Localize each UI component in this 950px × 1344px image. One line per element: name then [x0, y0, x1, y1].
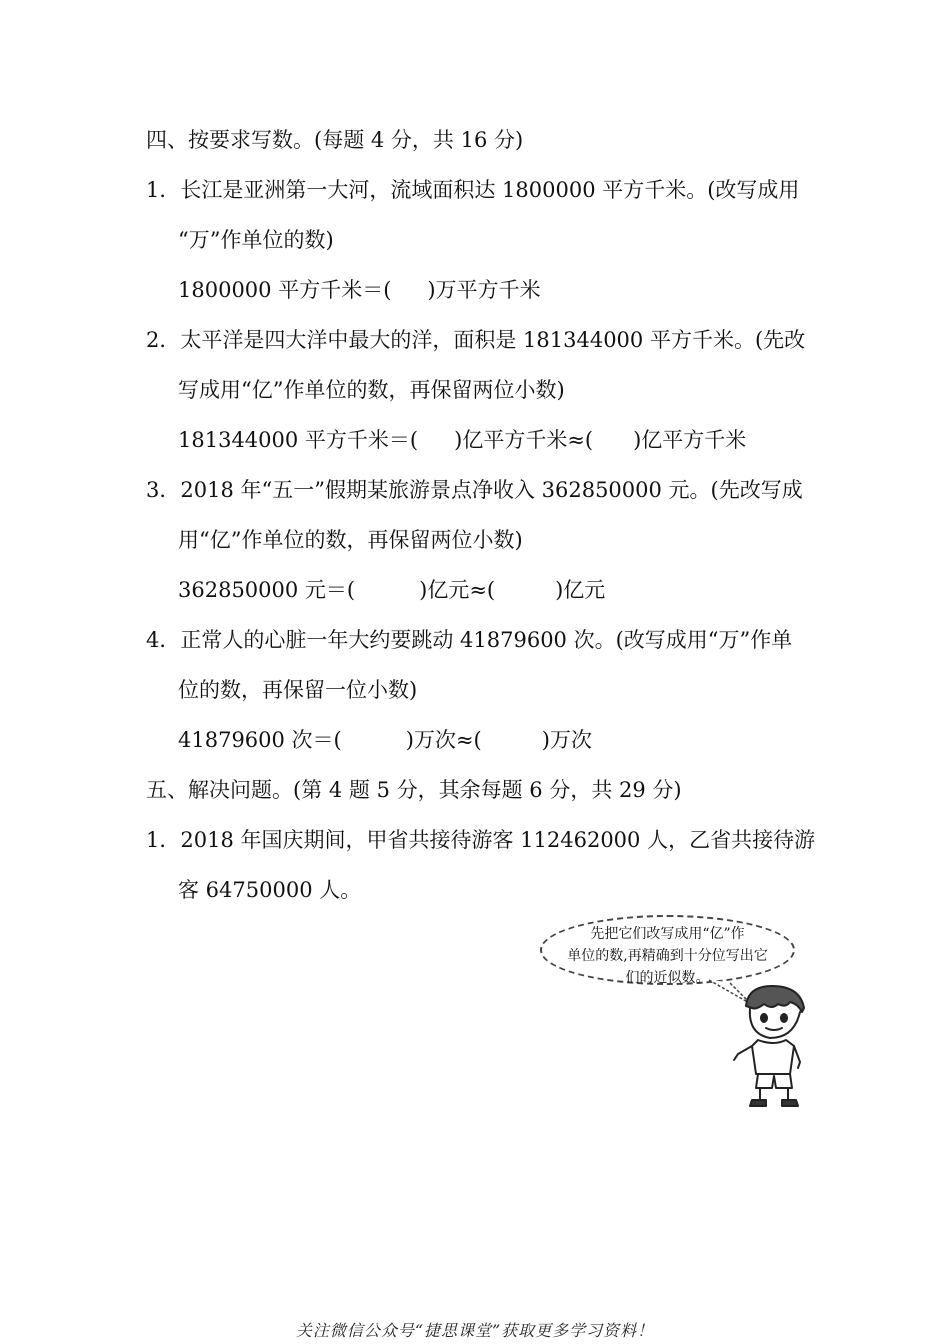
section5-title: 五、解决问题。(第 4 题 5 分，其余每题 6 分，共 29 分)	[146, 778, 682, 802]
q2-answer	[178, 426, 858, 454]
q1-answer-b: )万平方千米	[427, 278, 541, 302]
hint-line-2: 单位的数,再精确到十分位写出它	[567, 948, 768, 964]
q2-answer-b: )亿平方千米≈(	[454, 428, 594, 452]
footer-watermark: 关注微信公众号“捷思课堂”获取更多学习资料！	[295, 1321, 655, 1340]
q1-line1: 1．长江是亚洲第一大河，流域面积达 1800000 平方千米。(改写成用	[146, 178, 800, 202]
q2-answer-c: )亿平方千米	[633, 428, 747, 452]
hint-line-3: 们的近似数。	[625, 970, 710, 986]
q3-answer-c: )亿元	[555, 578, 606, 602]
s5-q1-line2: 客 64750000 人。	[178, 878, 362, 902]
q1-line2: “万”作单位的数)	[178, 228, 334, 252]
q3-answer-b: )亿元≈(	[419, 578, 496, 602]
q2-answer-a: 181344000 平方千米＝(	[178, 428, 419, 452]
q4-answer	[178, 726, 858, 754]
q4-answer-c: )万次	[541, 728, 592, 752]
q4-answer-b: )万次≈(	[405, 728, 482, 752]
q3-line2: 用“亿”作单位的数，再保留两位小数)	[178, 528, 523, 552]
q2-line2: 写成用“亿”作单位的数，再保留两位小数)	[178, 378, 565, 402]
hint-speech-bubble	[540, 915, 795, 985]
cartoon-boy-illustration	[728, 982, 814, 1110]
s5-q1-line1: 1．2018 年国庆期间，甲省共接待游客 112462000 人，乙省共接待游	[146, 828, 816, 852]
q2-line1: 2．太平洋是四大洋中最大的洋，面积是 181344000 平方千米。(先改	[146, 328, 806, 352]
q1-answer	[178, 276, 858, 304]
q4-answer-a: 41879600 次＝(	[178, 728, 342, 752]
q4-line1: 4．正常人的心脏一年大约要跳动 41879600 次。(改写成用“万”作单	[146, 628, 793, 652]
q1-answer-a: 1800000 平方千米＝(	[178, 278, 392, 302]
q4-line2: 位的数，再保留一位小数)	[178, 678, 418, 702]
section4-title: 四、按要求写数。(每题 4 分，共 16 分)	[146, 128, 524, 152]
hint-line-1: 先把它们改写成用“亿”作	[590, 926, 745, 942]
q3-answer-a: 362850000 元＝(	[178, 578, 356, 602]
q3-answer	[178, 576, 858, 604]
q3-line1: 3．2018 年“五一”假期某旅游景点净收入 362850000 元。(先改写成	[146, 478, 803, 502]
